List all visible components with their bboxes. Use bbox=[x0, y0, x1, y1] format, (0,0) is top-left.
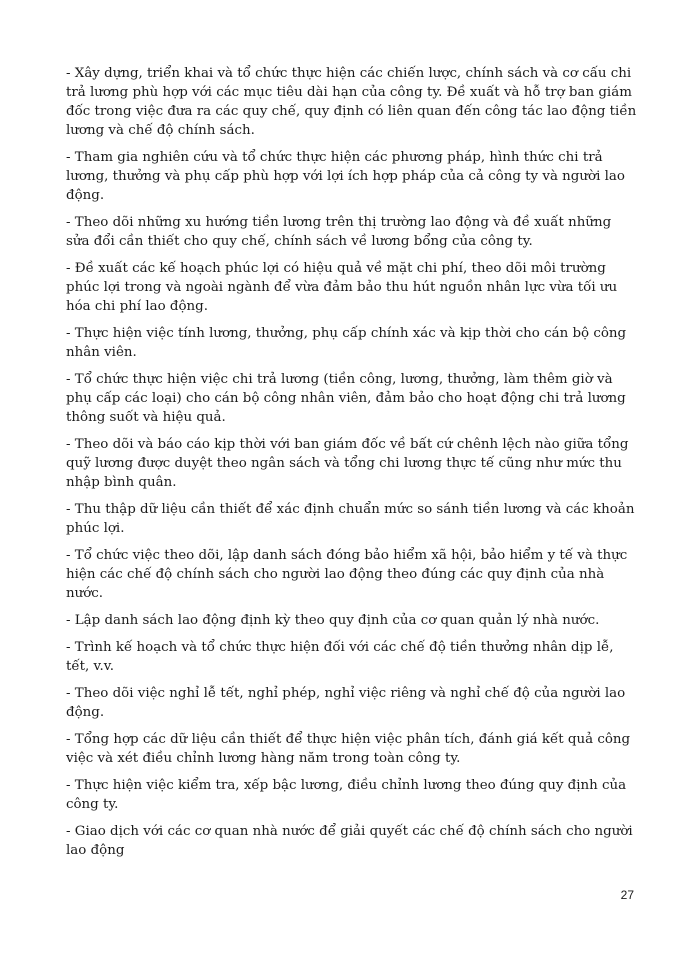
paragraph-15: - Giao dịch với các cơ quan nhà nước để giải quyết các chế độ chính sách cho người lao động bbox=[66, 824, 633, 858]
page-number: 27 bbox=[620, 888, 634, 902]
paragraph-3: - Theo dõi những xu hướng tiền lương trên thị trường lao động và đề xuất những sửa đổi cần thiết cho quy chế, chính sách về lương bổng của công ty. bbox=[66, 215, 612, 249]
paragraph-8: - Thu thập dữ liệu cần thiết để xác định chuẩn mức so sánh tiền lương và các khoản phúc lợi. bbox=[66, 502, 635, 536]
paragraph-13: - Tổng hợp các dữ liệu cần thiết để thực hiện việc phân tích, đánh giá kết quả công việc và xét điều chỉnh lương hàng năm trong toàn công ty. bbox=[66, 732, 631, 766]
paragraph-5: - Thực hiện việc tính lương, thưởng, phụ cấp chính xác và kịp thời cho cán bộ công nhân viên. bbox=[66, 326, 627, 360]
paragraph-12: - Theo dõi việc nghỉ lễ tết, nghỉ phép, nghỉ việc riêng và nghỉ chế độ của người lao động. bbox=[66, 686, 626, 720]
paragraph-10: - Lập danh sách lao động định kỳ theo quy định của cơ quan quản lý nhà nước. bbox=[66, 613, 600, 628]
paragraph-4: - Đề xuất các kế hoạch phúc lợi có hiệu quả về mặt chi phí, theo dõi môi trường phúc lợi trong và ngoài ngành để vừa đảm bảo thu hút nguồn nhân lực vừa tối ưu hóa chi phí lao động. bbox=[66, 261, 618, 314]
paragraph-11: - Trình kế hoạch và tổ chức thực hiện đối với các chế độ tiền thưởng nhân dịp lễ, tết, v.v. bbox=[66, 640, 614, 674]
paragraph-2: - Tham gia nghiên cứu và tổ chức thực hiện các phương pháp, hình thức chi trả lương, thưởng và phụ cấp phù hợp với lợi ích hợp pháp của cả công ty và người lao động. bbox=[66, 150, 625, 203]
paragraph-1: - Xây dựng, triển khai và tổ chức thực hiện các chiến lược, chính sách và cơ cấu chi trả lương phù hợp với các mục tiêu dài hạn của công ty. Đề xuất và hỗ trợ ban giám đốc trong việc đưa ra các quy chế, quy định có liên quan đến công tác lao động tiền lương và chế độ chính sách. bbox=[66, 66, 637, 138]
paragraph-14: - Thực hiện việc kiểm tra, xếp bậc lương, điều chỉnh lương theo đúng quy định của công ty. bbox=[66, 778, 627, 812]
paragraph-6: - Tổ chức thực hiện việc chi trả lương (tiền công, lương, thưởng, làm thêm giờ và phụ cấp các loại) cho cán bộ công nhân viên, đảm bảo cho hoạt động chi trả lương thông suốt và hiệu quả. bbox=[66, 372, 626, 425]
paragraph-9: - Tổ chức việc theo dõi, lập danh sách đóng bảo hiểm xã hội, bảo hiểm y tế và thực hiện các chế độ chính sách cho người lao động theo đúng các quy định của nhà nước. bbox=[66, 548, 628, 601]
document-body bbox=[66, 64, 638, 868]
paragraph-7: - Theo dõi và báo cáo kịp thời với ban giám đốc về bất cứ chênh lệch nào giữa tổng quỹ lương được duyệt theo ngân sách và tổng chi lương thực tế cũng như mức thu nhập bình quân. bbox=[66, 437, 629, 490]
